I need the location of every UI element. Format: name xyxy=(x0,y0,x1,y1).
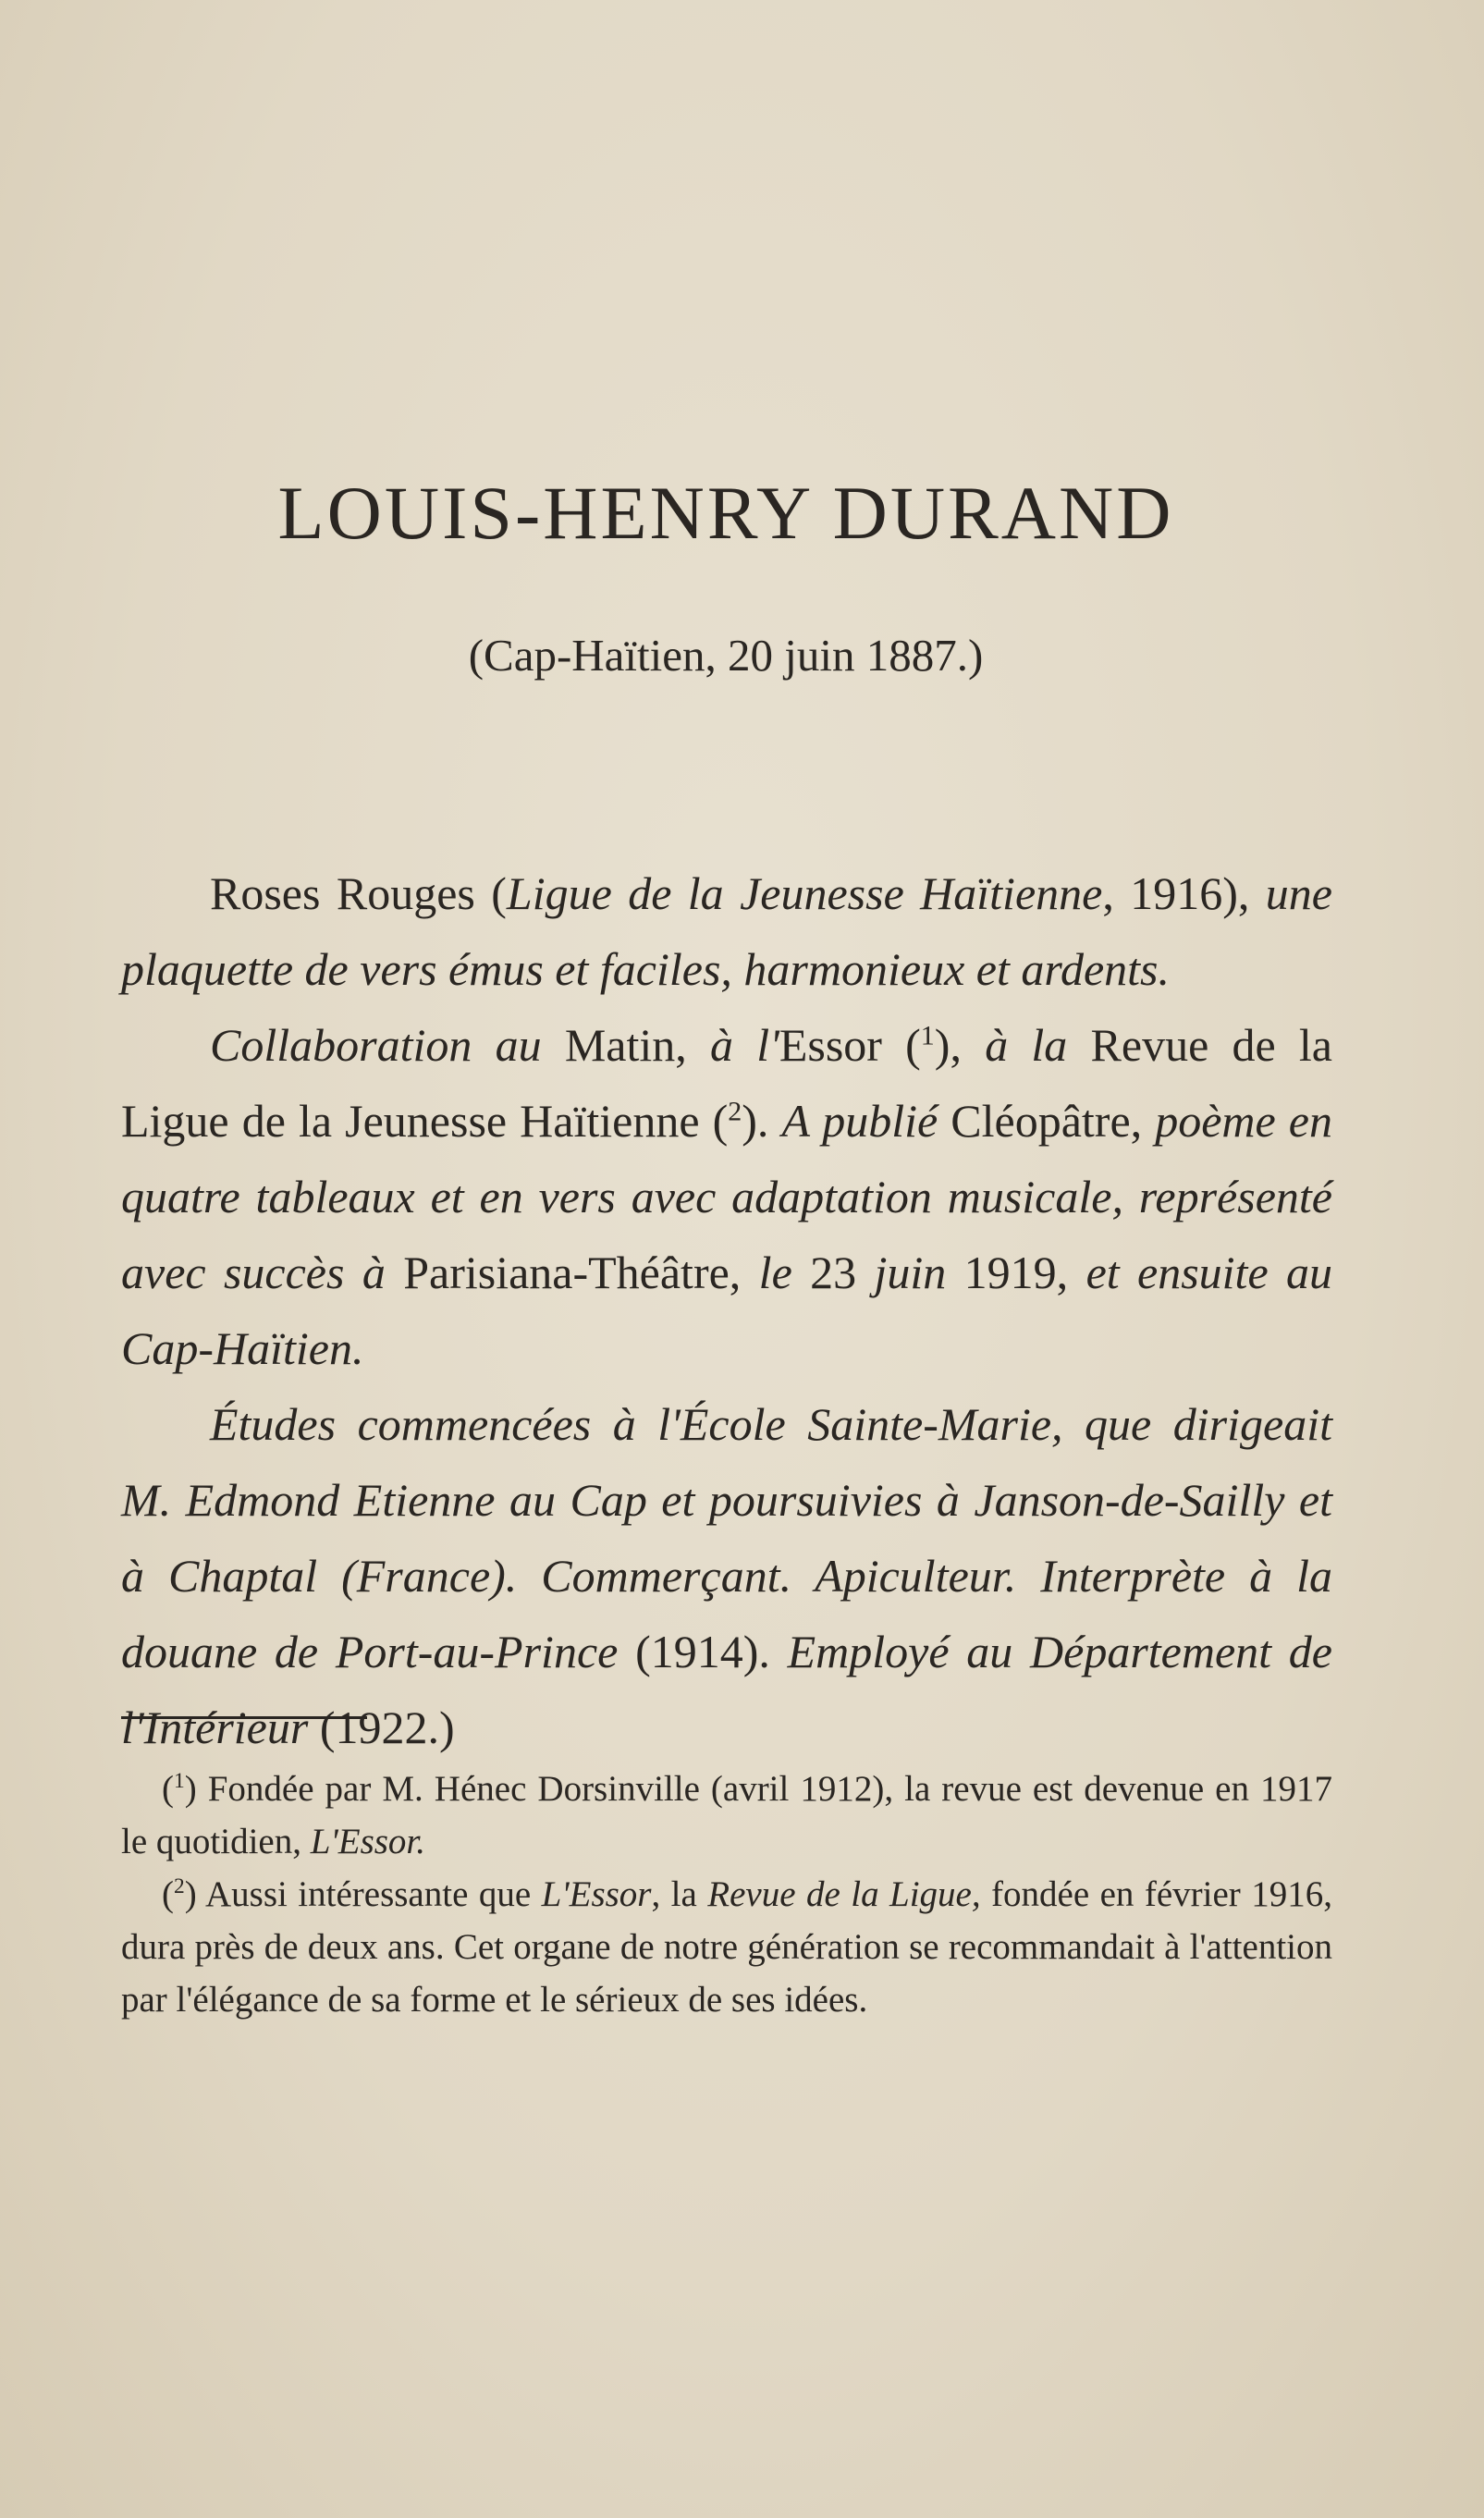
text-run: , la xyxy=(651,1874,708,1914)
biography-text xyxy=(121,855,1332,1765)
footnote-marker: 2 xyxy=(174,1874,185,1898)
text-run: (1914). xyxy=(618,1626,788,1677)
text-run: Fondée par M. Hénec Dorsinville (avril 1912), la revue est devenue en 1917 le quotidien, xyxy=(121,1769,1332,1861)
text-run: Matin, xyxy=(541,1019,710,1071)
italic-run: Employé au Département de l'Intérieur xyxy=(121,1626,1332,1753)
italic-run: poème en quatre tableaux et en vers avec adaptation musicale, représenté avec succès à xyxy=(121,1095,1332,1298)
author-name-heading: LOUIS-HENRY DURAND xyxy=(277,471,1174,555)
italic-run: Ligue de la Jeunesse Haïtienne xyxy=(506,867,1103,919)
italic-run: Études commencées à l'École Sainte-Marie, que dirigeait M. Edmond Etienne au Cap et poursuivies à Janson-de-Sailly et à Chaptal (France). Commerçant. Apiculteur. Interprète à la douane de Port-au-Prince xyxy=(121,1398,1332,1677)
footnote-1: ($^1$) Fondée par M. Hénec Dorsinville (avril 1912), la revue est devenue en 1917 le quotidien, L'Essor. xyxy=(121,1769,1332,1861)
birth-place-date: (Cap-Haïtien, 20 juin 1887.) xyxy=(468,630,984,681)
footnote-ref-2: 2 xyxy=(728,1096,742,1127)
text-run: Aussi intéressante que xyxy=(196,1874,542,1914)
italic-run: une plaquette de vers émus et faciles, harmonieux et ardents. xyxy=(121,867,1332,995)
text-run: ), xyxy=(934,1019,986,1071)
italic-run: à l' xyxy=(710,1019,779,1071)
footnote-divider xyxy=(121,1716,367,1719)
footnote-ref-1: 1 xyxy=(920,1020,935,1051)
footnote-marker: 1 xyxy=(174,1769,185,1793)
text-run: Essor ( xyxy=(779,1019,921,1071)
footnotes xyxy=(121,1763,1332,2026)
footnote-2: ($^2$) Aussi intéressante que L'Essor, la Revue de la Ligue, fondée en février 1916, dura près de deux ans. Cet organe de notre génération se recommandait à l'attention par l'élégance de sa forme et le sérieux de ses idées. xyxy=(121,1874,1332,2020)
text-run: (1922.) xyxy=(308,1701,455,1753)
italic-run: L'Essor xyxy=(541,1874,652,1914)
text-run: 23 xyxy=(791,1247,875,1298)
italic-run: à la xyxy=(985,1019,1068,1071)
italic-run: le xyxy=(758,1247,792,1298)
text-run: Revue de la Ligue de la Jeunesse Haïtienne ( xyxy=(121,1019,1332,1147)
text-run: ). xyxy=(742,1095,782,1147)
text-run: Parisiana-Théâtre, xyxy=(385,1247,759,1298)
italic-run: Collaboration au xyxy=(210,1019,542,1071)
italic-run: L'Essor. xyxy=(310,1822,426,1861)
text-run: Roses Rouges ( xyxy=(210,867,507,919)
paragraph-collaboration xyxy=(121,1007,1332,1386)
italic-run: Revue de la Ligue, xyxy=(707,1874,981,1914)
italic-run: juin xyxy=(874,1247,947,1298)
text-run: 1919, xyxy=(946,1247,1086,1298)
paragraph-etudes xyxy=(121,1386,1332,1765)
text-run: Cléopâtre, xyxy=(938,1095,1156,1147)
text-run: , 1916), xyxy=(1102,867,1266,919)
italic-run: A publié xyxy=(781,1095,938,1147)
italic-run: et ensuite au Cap-Haïtien. xyxy=(121,1247,1333,1374)
text-run: fondée en février 1916, dura près de deux ans. Cet organe de notre génération se recommandait à l'attention par l'élégance de sa forme et le sérieux de ses idées. xyxy=(121,1874,1332,2020)
paragraph-roses-rouges xyxy=(121,855,1332,1007)
